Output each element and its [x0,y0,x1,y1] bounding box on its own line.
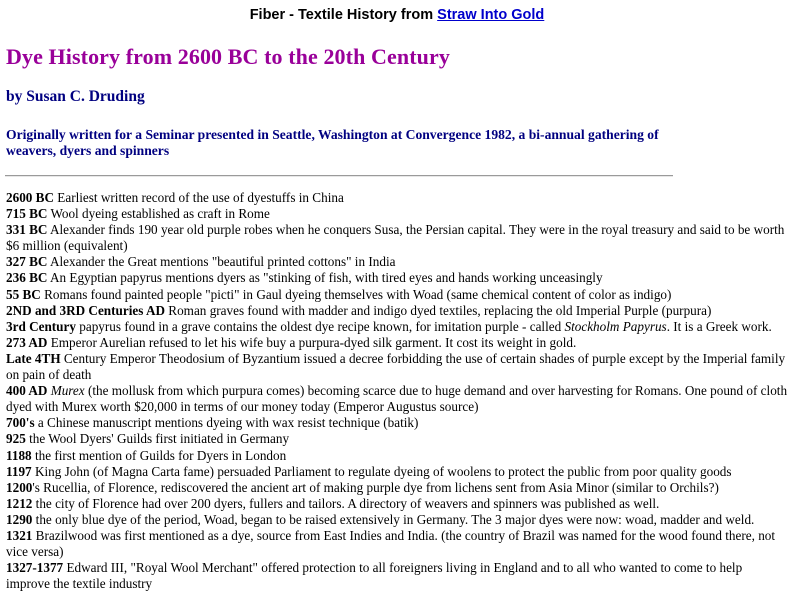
timeline-entry-date: 331 BC [6,222,48,238]
timeline-entry-text: Century Emperor Theodosium of Byzantium issued a decree forbidding the use of certain shades of purple except by the Imperial family on pain of death [6,350,786,383]
timeline-entry-date: 1321 [6,527,33,543]
timeline-entry-text: the city of Florence had over 200 dyers, fullers and tailors. A directory of weavers and spinners was published as well. [32,495,660,511]
timeline-entry [6,528,788,560]
timeline-entry-date: 1197 [6,463,32,479]
timeline-entry-text: Emperor Aurelian refused to let his wife buy a purpura-dyed silk garment. It cost its weight in gold. [47,334,577,350]
timeline-entry-text: (the mollusk from which purpura comes) becoming scarce due to huge demand and over harvesting for Romans. One pound of cloth dyed with Murex worth $20,000 in terms of our money today (Emperor Augustus source) [6,383,788,415]
timeline-entry-text: Roman graves found with madder and indigo dyed textiles, replacing the old Imperial Purple (purpura) [165,302,712,318]
timeline-entry-date: 1200 [6,479,33,495]
timeline-entry-date: 3rd Century [6,318,76,334]
timeline-entry-text: Edward III, "Royal Wool Merchant" offered protection to all foreigners living in England and to all who wanted to come to help improve the textile industry [6,560,743,592]
timeline-entry [6,319,788,335]
timeline-entry [6,335,788,351]
straw-into-gold-link[interactable]: Straw Into Gold [437,7,545,23]
timeline-entry [6,206,788,222]
timeline-entry [6,254,788,270]
timeline-entry-date: 2600 BC [6,190,54,205]
timeline-entry [6,222,788,254]
timeline-entry [6,480,788,496]
timeline-entry-text: King John (of Magna Carta fame) persuaded Parliament to regulate dyeing of woolens to protect the public from poor quality goods [31,463,732,479]
timeline-entry-text: the only blue dye of the period, Woad, began to be raised extensively in Germany. The 3 major dyes were now: woad, madder and weld. [32,511,755,527]
timeline-entry [6,431,788,447]
timeline-entry [6,383,788,415]
timeline-entry-date: 55 BC [6,286,41,302]
page-title: Dye History from 2600 BC to the 20th Century [6,44,450,69]
timeline-entry [6,351,788,383]
timeline-entry-date: 1327-1377 [6,560,64,576]
timeline-entry-date: 273 AD [6,334,48,350]
timeline-entry-text: Romans found painted people "picti" in Gaul dyeing themselves with Woad (same chemical content of color as indigo) [40,286,672,302]
timeline-entry [6,415,788,431]
section-divider [5,175,673,177]
timeline-entry-text: papyrus found in a grave contains the oldest dye recipe known, for imitation purple - called [75,318,565,334]
timeline-entry [6,190,788,206]
site-header-prefix: Fiber - Textile History from [249,7,438,23]
timeline-entry-text: An Egyptian papyrus mentions dyers as "stinking of fish, with tired eyes and hands working unceasingly [47,270,603,286]
timeline-list [6,190,789,592]
timeline-entry [6,464,788,480]
timeline-entry-text: the first mention of Guilds for Dyers in London [31,447,287,463]
timeline-entry-text: Alexander finds 190 year old purple robes when he conquers Susa, the Persian capital. They were in the royal treasury and said to be worth $6 million (equivalent) [6,222,785,254]
timeline-entry-date: 1212 [6,495,33,511]
timeline-entry-text: 's Rucellia, of Florence, rediscovered the ancient art of making purple dye from lichens sent from Asia Minor (similar to Orchils?) [32,479,719,495]
timeline-entry-text: Brazilwood was first mentioned as a dye, source from East Indies and India. (the country of Brazil was named for the wood found there, not vice versa) [6,527,776,560]
site-header [5,7,789,24]
timeline-entry-date: 327 BC [6,254,48,270]
timeline-entry-date: 400 AD [6,383,48,399]
timeline-entry [6,270,788,286]
timeline-entry-text: Wool dyeing established as craft in Rome [47,206,270,222]
timeline-entry-date: Late 4TH [6,350,61,366]
timeline-entry [6,303,788,319]
seminar-note: Originally written for a Seminar presented in Seattle, Washington at Convergence 1982, a bi-annual gathering of weavers, dyers and spinners [6,127,659,158]
author-byline: by Susan C. Druding [6,88,145,105]
timeline-entry [6,448,788,464]
timeline-entry [6,512,788,528]
timeline-entry-text: . It is a Greek work. [666,318,772,334]
timeline-entry-date: 925 [6,431,26,447]
timeline-entry-emphasis: Murex [50,383,85,399]
timeline-entry-date: 715 BC [6,206,48,222]
timeline-entry-text: Earliest written record of the use of dyestuffs in China [54,190,344,205]
timeline-entry-date: 1290 [6,511,33,527]
timeline-entry-text: the Wool Dyers' Guilds first initiated in Germany [25,431,290,447]
timeline-entry [6,560,788,592]
document-page [0,7,794,592]
timeline-entry-date: 236 BC [6,270,48,286]
timeline-entry-text: Alexander the Great mentions "beautiful printed cottons" in India [47,254,396,270]
timeline-entry-date: 1188 [6,447,32,463]
timeline-entry-text: a Chinese manuscript mentions dyeing with wax resist technique (batik) [34,415,419,431]
timeline-entry [6,496,788,512]
timeline-entry-emphasis: Stockholm Papyrus [564,318,667,334]
timeline-entry-date: 2ND and 3RD Centuries AD [6,302,165,318]
timeline-entry-date: 700's [6,415,35,431]
timeline-entry [6,287,788,303]
